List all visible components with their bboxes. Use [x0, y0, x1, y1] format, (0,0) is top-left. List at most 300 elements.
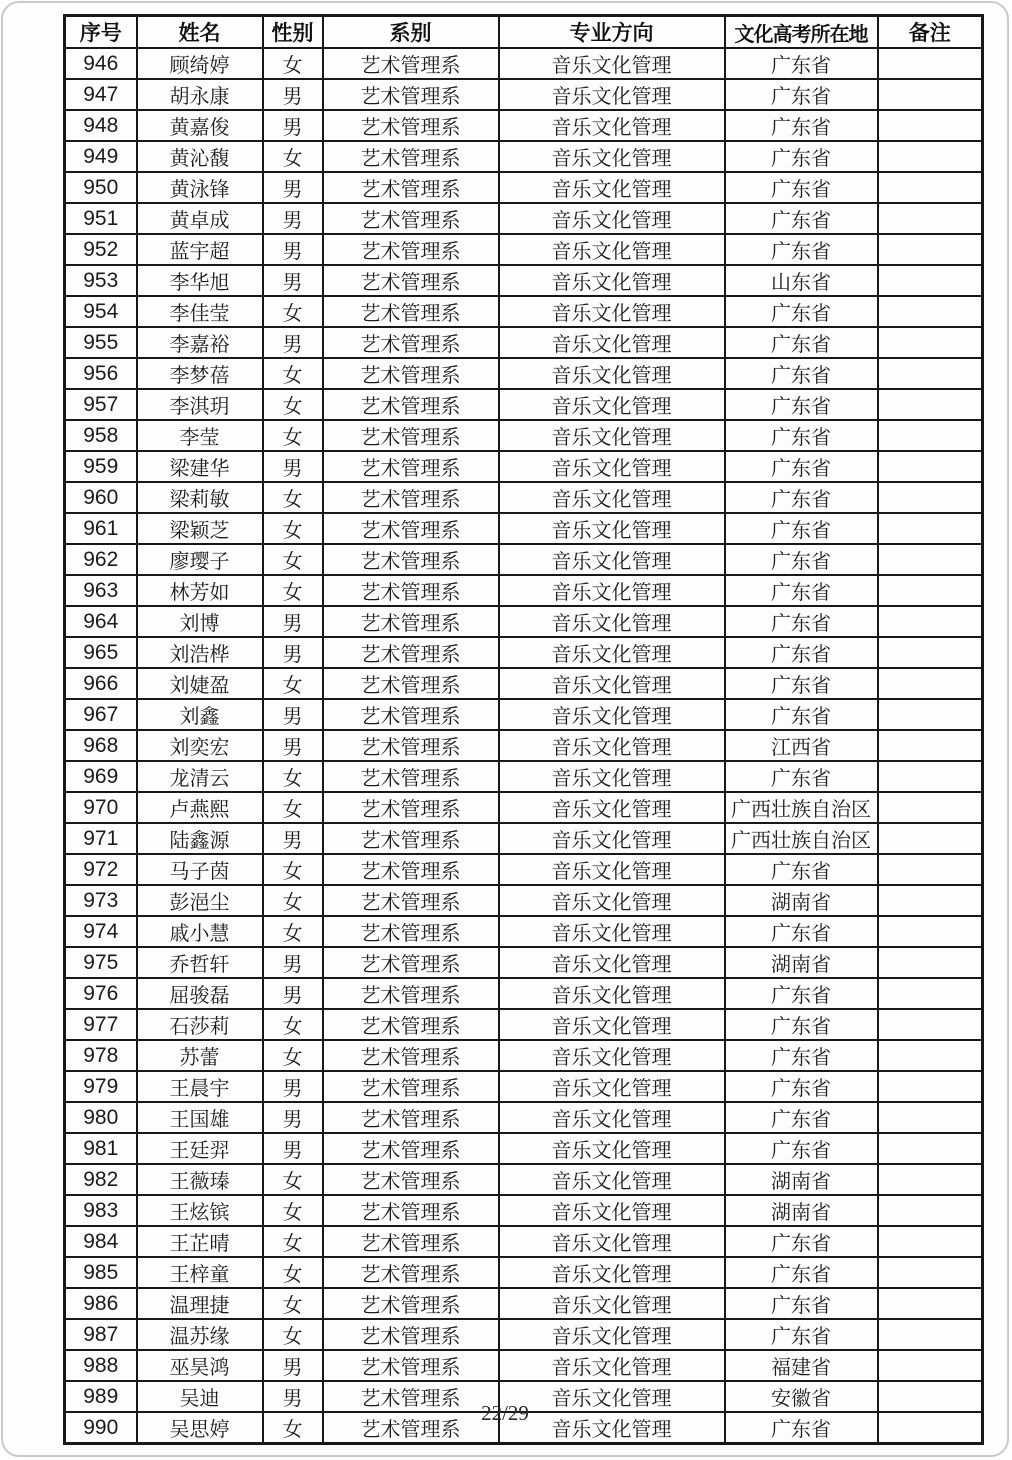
cell-major: 音乐文化管理	[499, 265, 725, 296]
cell-major: 音乐文化管理	[499, 699, 725, 730]
cell-name: 马子茵	[137, 854, 263, 885]
cell-name: 李淇玥	[137, 389, 263, 420]
cell-department: 艺术管理系	[323, 234, 499, 265]
cell-serial: 974	[65, 916, 137, 947]
cell-serial: 982	[65, 1164, 137, 1195]
table-row	[65, 1133, 983, 1164]
table-row	[65, 265, 983, 296]
cell-major: 音乐文化管理	[499, 637, 725, 668]
cell-name: 王芷晴	[137, 1226, 263, 1257]
cell-exam-location: 广东省	[725, 668, 878, 699]
cell-gender: 男	[263, 203, 323, 234]
table-row	[65, 79, 983, 110]
cell-major: 音乐文化管理	[499, 79, 725, 110]
cell-serial: 977	[65, 1009, 137, 1040]
cell-remarks	[878, 916, 983, 947]
table-row	[65, 575, 983, 606]
cell-gender: 女	[263, 141, 323, 172]
cell-remarks	[878, 265, 983, 296]
cell-exam-location: 广东省	[725, 79, 878, 110]
cell-gender: 女	[263, 544, 323, 575]
cell-gender: 女	[263, 668, 323, 699]
table-row	[65, 327, 983, 358]
cell-major: 音乐文化管理	[499, 1102, 725, 1133]
cell-department: 艺术管理系	[323, 1350, 499, 1381]
cell-major: 音乐文化管理	[499, 1381, 725, 1412]
table-row	[65, 1040, 983, 1071]
cell-name: 龙清云	[137, 761, 263, 792]
cell-name: 黄泳锋	[137, 172, 263, 203]
cell-exam-location: 广东省	[725, 482, 878, 513]
cell-department: 艺术管理系	[323, 1009, 499, 1040]
table-row	[65, 48, 983, 79]
cell-major: 音乐文化管理	[499, 203, 725, 234]
cell-name: 梁颖芝	[137, 513, 263, 544]
cell-gender: 男	[263, 234, 323, 265]
cell-department: 艺术管理系	[323, 203, 499, 234]
cell-major: 音乐文化管理	[499, 730, 725, 761]
cell-remarks	[878, 1164, 983, 1195]
cell-major: 音乐文化管理	[499, 110, 725, 141]
cell-department: 艺术管理系	[323, 482, 499, 513]
cell-gender: 男	[263, 730, 323, 761]
cell-serial: 986	[65, 1288, 137, 1319]
cell-department: 艺术管理系	[323, 389, 499, 420]
table-row	[65, 358, 983, 389]
cell-exam-location: 广东省	[725, 141, 878, 172]
cell-name: 温理捷	[137, 1288, 263, 1319]
cell-department: 艺术管理系	[323, 730, 499, 761]
cell-remarks	[878, 358, 983, 389]
cell-name: 苏蕾	[137, 1040, 263, 1071]
cell-remarks	[878, 823, 983, 854]
cell-remarks	[878, 668, 983, 699]
table-row	[65, 544, 983, 575]
cell-gender: 女	[263, 1257, 323, 1288]
cell-major: 音乐文化管理	[499, 234, 725, 265]
cell-department: 艺术管理系	[323, 668, 499, 699]
cell-name: 李梦蓓	[137, 358, 263, 389]
cell-major: 音乐文化管理	[499, 792, 725, 823]
cell-exam-location: 广东省	[725, 1412, 878, 1444]
cell-department: 艺术管理系	[323, 1288, 499, 1319]
cell-serial: 980	[65, 1102, 137, 1133]
cell-serial: 972	[65, 854, 137, 885]
cell-major: 音乐文化管理	[499, 358, 725, 389]
table-row	[65, 1288, 983, 1319]
cell-department: 艺术管理系	[323, 420, 499, 451]
cell-major: 音乐文化管理	[499, 668, 725, 699]
cell-name: 梁建华	[137, 451, 263, 482]
cell-exam-location: 广东省	[725, 172, 878, 203]
cell-remarks	[878, 978, 983, 1009]
cell-serial: 984	[65, 1226, 137, 1257]
cell-department: 艺术管理系	[323, 110, 499, 141]
cell-name: 戚小慧	[137, 916, 263, 947]
cell-department: 艺术管理系	[323, 1319, 499, 1350]
cell-name: 卢燕熙	[137, 792, 263, 823]
cell-major: 音乐文化管理	[499, 296, 725, 327]
table-row	[65, 234, 983, 265]
cell-serial: 973	[65, 885, 137, 916]
cell-name: 王晨宇	[137, 1071, 263, 1102]
cell-exam-location: 广东省	[725, 699, 878, 730]
table-row	[65, 1226, 983, 1257]
cell-department: 艺术管理系	[323, 451, 499, 482]
table-row	[65, 916, 983, 947]
table-row	[65, 823, 983, 854]
cell-gender: 女	[263, 1288, 323, 1319]
cell-remarks	[878, 513, 983, 544]
cell-gender: 男	[263, 1102, 323, 1133]
cell-department: 艺术管理系	[323, 1195, 499, 1226]
cell-exam-location: 广东省	[725, 234, 878, 265]
table-row	[65, 420, 983, 451]
cell-department: 艺术管理系	[323, 761, 499, 792]
cell-exam-location: 广东省	[725, 513, 878, 544]
cell-serial: 978	[65, 1040, 137, 1071]
cell-name: 李嘉裕	[137, 327, 263, 358]
cell-exam-location: 广东省	[725, 296, 878, 327]
cell-exam-location: 广东省	[725, 761, 878, 792]
cell-name: 胡永康	[137, 79, 263, 110]
table-row	[65, 792, 983, 823]
cell-name: 王炫镔	[137, 1195, 263, 1226]
cell-department: 艺术管理系	[323, 885, 499, 916]
cell-gender: 男	[263, 79, 323, 110]
cell-remarks	[878, 1040, 983, 1071]
cell-exam-location: 广东省	[725, 1071, 878, 1102]
cell-serial: 954	[65, 296, 137, 327]
cell-gender: 男	[263, 947, 323, 978]
cell-major: 音乐文化管理	[499, 141, 725, 172]
cell-department: 艺术管理系	[323, 1071, 499, 1102]
table-row	[65, 699, 983, 730]
cell-department: 艺术管理系	[323, 1102, 499, 1133]
page-number: 22/29	[481, 1401, 529, 1425]
cell-major: 音乐文化管理	[499, 420, 725, 451]
cell-remarks	[878, 234, 983, 265]
cell-gender: 男	[263, 172, 323, 203]
cell-exam-location: 山东省	[725, 265, 878, 296]
cell-remarks	[878, 792, 983, 823]
cell-serial: 968	[65, 730, 137, 761]
cell-gender: 女	[263, 1226, 323, 1257]
cell-serial: 947	[65, 79, 137, 110]
cell-department: 艺术管理系	[323, 823, 499, 854]
cell-major: 音乐文化管理	[499, 1226, 725, 1257]
table-row	[65, 1009, 983, 1040]
cell-exam-location: 江西省	[725, 730, 878, 761]
cell-department: 艺术管理系	[323, 1133, 499, 1164]
cell-exam-location: 广东省	[725, 358, 878, 389]
cell-gender: 女	[263, 420, 323, 451]
cell-department: 艺术管理系	[323, 172, 499, 203]
cell-department: 艺术管理系	[323, 327, 499, 358]
cell-serial: 988	[65, 1350, 137, 1381]
cell-serial: 948	[65, 110, 137, 141]
cell-department: 艺术管理系	[323, 1040, 499, 1071]
cell-major: 音乐文化管理	[499, 978, 725, 1009]
cell-gender: 女	[263, 482, 323, 513]
table-row	[65, 1195, 983, 1226]
cell-department: 艺术管理系	[323, 513, 499, 544]
cell-exam-location: 安徽省	[725, 1381, 878, 1412]
cell-exam-location: 广东省	[725, 451, 878, 482]
cell-serial: 983	[65, 1195, 137, 1226]
table-row	[65, 141, 983, 172]
cell-remarks	[878, 110, 983, 141]
cell-exam-location: 湖南省	[725, 1164, 878, 1195]
cell-exam-location: 湖南省	[725, 1195, 878, 1226]
cell-name: 屈骏磊	[137, 978, 263, 1009]
cell-gender: 女	[263, 296, 323, 327]
cell-serial: 953	[65, 265, 137, 296]
cell-name: 巫昊鸿	[137, 1350, 263, 1381]
cell-remarks	[878, 575, 983, 606]
cell-gender: 女	[263, 916, 323, 947]
col-header-name: 姓名	[137, 16, 263, 49]
cell-remarks	[878, 1009, 983, 1040]
table-row	[65, 854, 983, 885]
cell-gender: 女	[263, 358, 323, 389]
cell-department: 艺术管理系	[323, 1412, 499, 1444]
cell-exam-location: 湖南省	[725, 947, 878, 978]
cell-serial: 962	[65, 544, 137, 575]
cell-remarks	[878, 48, 983, 79]
col-header-exam-location: 文化高考所在地	[725, 16, 878, 49]
col-header-serial: 序号	[65, 16, 137, 49]
cell-name: 李佳莹	[137, 296, 263, 327]
cell-remarks	[878, 451, 983, 482]
cell-exam-location: 广东省	[725, 1102, 878, 1133]
cell-serial: 956	[65, 358, 137, 389]
cell-exam-location: 广东省	[725, 1226, 878, 1257]
table-row	[65, 1164, 983, 1195]
cell-name: 石莎莉	[137, 1009, 263, 1040]
table-row	[65, 1071, 983, 1102]
cell-gender: 女	[263, 1009, 323, 1040]
cell-remarks	[878, 1288, 983, 1319]
col-header-gender: 性别	[263, 16, 323, 49]
cell-department: 艺术管理系	[323, 916, 499, 947]
cell-name: 刘浩桦	[137, 637, 263, 668]
cell-gender: 男	[263, 1381, 323, 1412]
cell-exam-location: 福建省	[725, 1350, 878, 1381]
cell-exam-location: 广东省	[725, 420, 878, 451]
cell-name: 廖璎子	[137, 544, 263, 575]
cell-gender: 男	[263, 110, 323, 141]
cell-major: 音乐文化管理	[499, 1412, 725, 1444]
cell-remarks	[878, 699, 983, 730]
table-row	[65, 668, 983, 699]
cell-serial: 989	[65, 1381, 137, 1412]
cell-exam-location: 广东省	[725, 1319, 878, 1350]
cell-name: 黄沁馥	[137, 141, 263, 172]
cell-serial: 967	[65, 699, 137, 730]
cell-serial: 949	[65, 141, 137, 172]
cell-gender: 男	[263, 1133, 323, 1164]
table-row	[65, 203, 983, 234]
cell-serial: 963	[65, 575, 137, 606]
cell-major: 音乐文化管理	[499, 575, 725, 606]
cell-gender: 男	[263, 823, 323, 854]
cell-serial: 958	[65, 420, 137, 451]
cell-exam-location: 广东省	[725, 854, 878, 885]
cell-major: 音乐文化管理	[499, 823, 725, 854]
cell-name: 刘奕宏	[137, 730, 263, 761]
cell-serial: 946	[65, 48, 137, 79]
cell-gender: 男	[263, 1350, 323, 1381]
cell-remarks	[878, 79, 983, 110]
cell-name: 彭浥尘	[137, 885, 263, 916]
cell-major: 音乐文化管理	[499, 1071, 725, 1102]
cell-serial: 966	[65, 668, 137, 699]
cell-remarks	[878, 1133, 983, 1164]
cell-major: 音乐文化管理	[499, 1350, 725, 1381]
cell-serial: 985	[65, 1257, 137, 1288]
cell-serial: 990	[65, 1412, 137, 1444]
cell-department: 艺术管理系	[323, 854, 499, 885]
cell-name: 王国雄	[137, 1102, 263, 1133]
cell-department: 艺术管理系	[323, 358, 499, 389]
cell-serial: 955	[65, 327, 137, 358]
cell-department: 艺术管理系	[323, 637, 499, 668]
cell-department: 艺术管理系	[323, 79, 499, 110]
cell-major: 音乐文化管理	[499, 1040, 725, 1071]
cell-serial: 950	[65, 172, 137, 203]
table-row	[65, 885, 983, 916]
cell-gender: 女	[263, 854, 323, 885]
cell-remarks	[878, 296, 983, 327]
cell-department: 艺术管理系	[323, 947, 499, 978]
cell-serial: 959	[65, 451, 137, 482]
cell-exam-location: 广东省	[725, 327, 878, 358]
cell-exam-location: 广西壮族自治区	[725, 792, 878, 823]
cell-remarks	[878, 1071, 983, 1102]
cell-gender: 女	[263, 48, 323, 79]
cell-exam-location: 广东省	[725, 1009, 878, 1040]
cell-exam-location: 广东省	[725, 978, 878, 1009]
cell-remarks	[878, 389, 983, 420]
table-row	[65, 110, 983, 141]
cell-name: 李华旭	[137, 265, 263, 296]
cell-serial: 957	[65, 389, 137, 420]
cell-name: 刘婕盈	[137, 668, 263, 699]
cell-remarks	[878, 854, 983, 885]
table-row	[65, 1102, 983, 1133]
cell-gender: 女	[263, 792, 323, 823]
cell-serial: 960	[65, 482, 137, 513]
table-body	[65, 48, 983, 1444]
cell-remarks	[878, 606, 983, 637]
cell-department: 艺术管理系	[323, 1226, 499, 1257]
cell-serial: 965	[65, 637, 137, 668]
table-row	[65, 606, 983, 637]
cell-remarks	[878, 1102, 983, 1133]
cell-remarks	[878, 482, 983, 513]
cell-gender: 男	[263, 265, 323, 296]
cell-exam-location: 广东省	[725, 110, 878, 141]
cell-gender: 女	[263, 761, 323, 792]
cell-major: 音乐文化管理	[499, 947, 725, 978]
cell-major: 音乐文化管理	[499, 916, 725, 947]
cell-serial: 969	[65, 761, 137, 792]
cell-serial: 987	[65, 1319, 137, 1350]
cell-department: 艺术管理系	[323, 544, 499, 575]
cell-remarks	[878, 761, 983, 792]
cell-name: 梁莉敏	[137, 482, 263, 513]
cell-name: 顾绮婷	[137, 48, 263, 79]
cell-remarks	[878, 141, 983, 172]
cell-name: 蓝宇超	[137, 234, 263, 265]
cell-name: 王薇瑧	[137, 1164, 263, 1195]
cell-exam-location: 广东省	[725, 203, 878, 234]
cell-exam-location: 广西壮族自治区	[725, 823, 878, 854]
cell-major: 音乐文化管理	[499, 48, 725, 79]
cell-gender: 男	[263, 451, 323, 482]
table-row	[65, 172, 983, 203]
col-header-department: 系别	[323, 16, 499, 49]
table-row	[65, 1319, 983, 1350]
cell-department: 艺术管理系	[323, 1381, 499, 1412]
table-row	[65, 296, 983, 327]
cell-major: 音乐文化管理	[499, 1195, 725, 1226]
cell-name: 王梓童	[137, 1257, 263, 1288]
cell-exam-location: 广东省	[725, 916, 878, 947]
table-row	[65, 451, 983, 482]
cell-name: 刘鑫	[137, 699, 263, 730]
cell-name: 乔哲轩	[137, 947, 263, 978]
table-row	[65, 761, 983, 792]
cell-remarks	[878, 544, 983, 575]
col-header-remarks: 备注	[878, 16, 983, 49]
cell-name: 陆鑫源	[137, 823, 263, 854]
cell-major: 音乐文化管理	[499, 1009, 725, 1040]
cell-remarks	[878, 203, 983, 234]
cell-major: 音乐文化管理	[499, 482, 725, 513]
cell-gender: 女	[263, 513, 323, 544]
cell-remarks	[878, 947, 983, 978]
cell-department: 艺术管理系	[323, 978, 499, 1009]
cell-exam-location: 广东省	[725, 544, 878, 575]
cell-remarks	[878, 1350, 983, 1381]
cell-major: 音乐文化管理	[499, 885, 725, 916]
col-header-major: 专业方向	[499, 16, 725, 49]
cell-remarks	[878, 1319, 983, 1350]
cell-name: 李莹	[137, 420, 263, 451]
cell-department: 艺术管理系	[323, 606, 499, 637]
cell-gender: 男	[263, 1071, 323, 1102]
table-row	[65, 482, 983, 513]
cell-remarks	[878, 420, 983, 451]
cell-remarks	[878, 327, 983, 358]
cell-major: 音乐文化管理	[499, 451, 725, 482]
table-row	[65, 730, 983, 761]
cell-serial: 952	[65, 234, 137, 265]
cell-major: 音乐文化管理	[499, 761, 725, 792]
cell-major: 音乐文化管理	[499, 1319, 725, 1350]
cell-major: 音乐文化管理	[499, 1133, 725, 1164]
cell-gender: 男	[263, 637, 323, 668]
cell-department: 艺术管理系	[323, 1257, 499, 1288]
cell-department: 艺术管理系	[323, 141, 499, 172]
cell-exam-location: 广东省	[725, 1288, 878, 1319]
cell-department: 艺术管理系	[323, 575, 499, 606]
cell-gender: 女	[263, 1319, 323, 1350]
cell-gender: 男	[263, 606, 323, 637]
cell-gender: 女	[263, 575, 323, 606]
